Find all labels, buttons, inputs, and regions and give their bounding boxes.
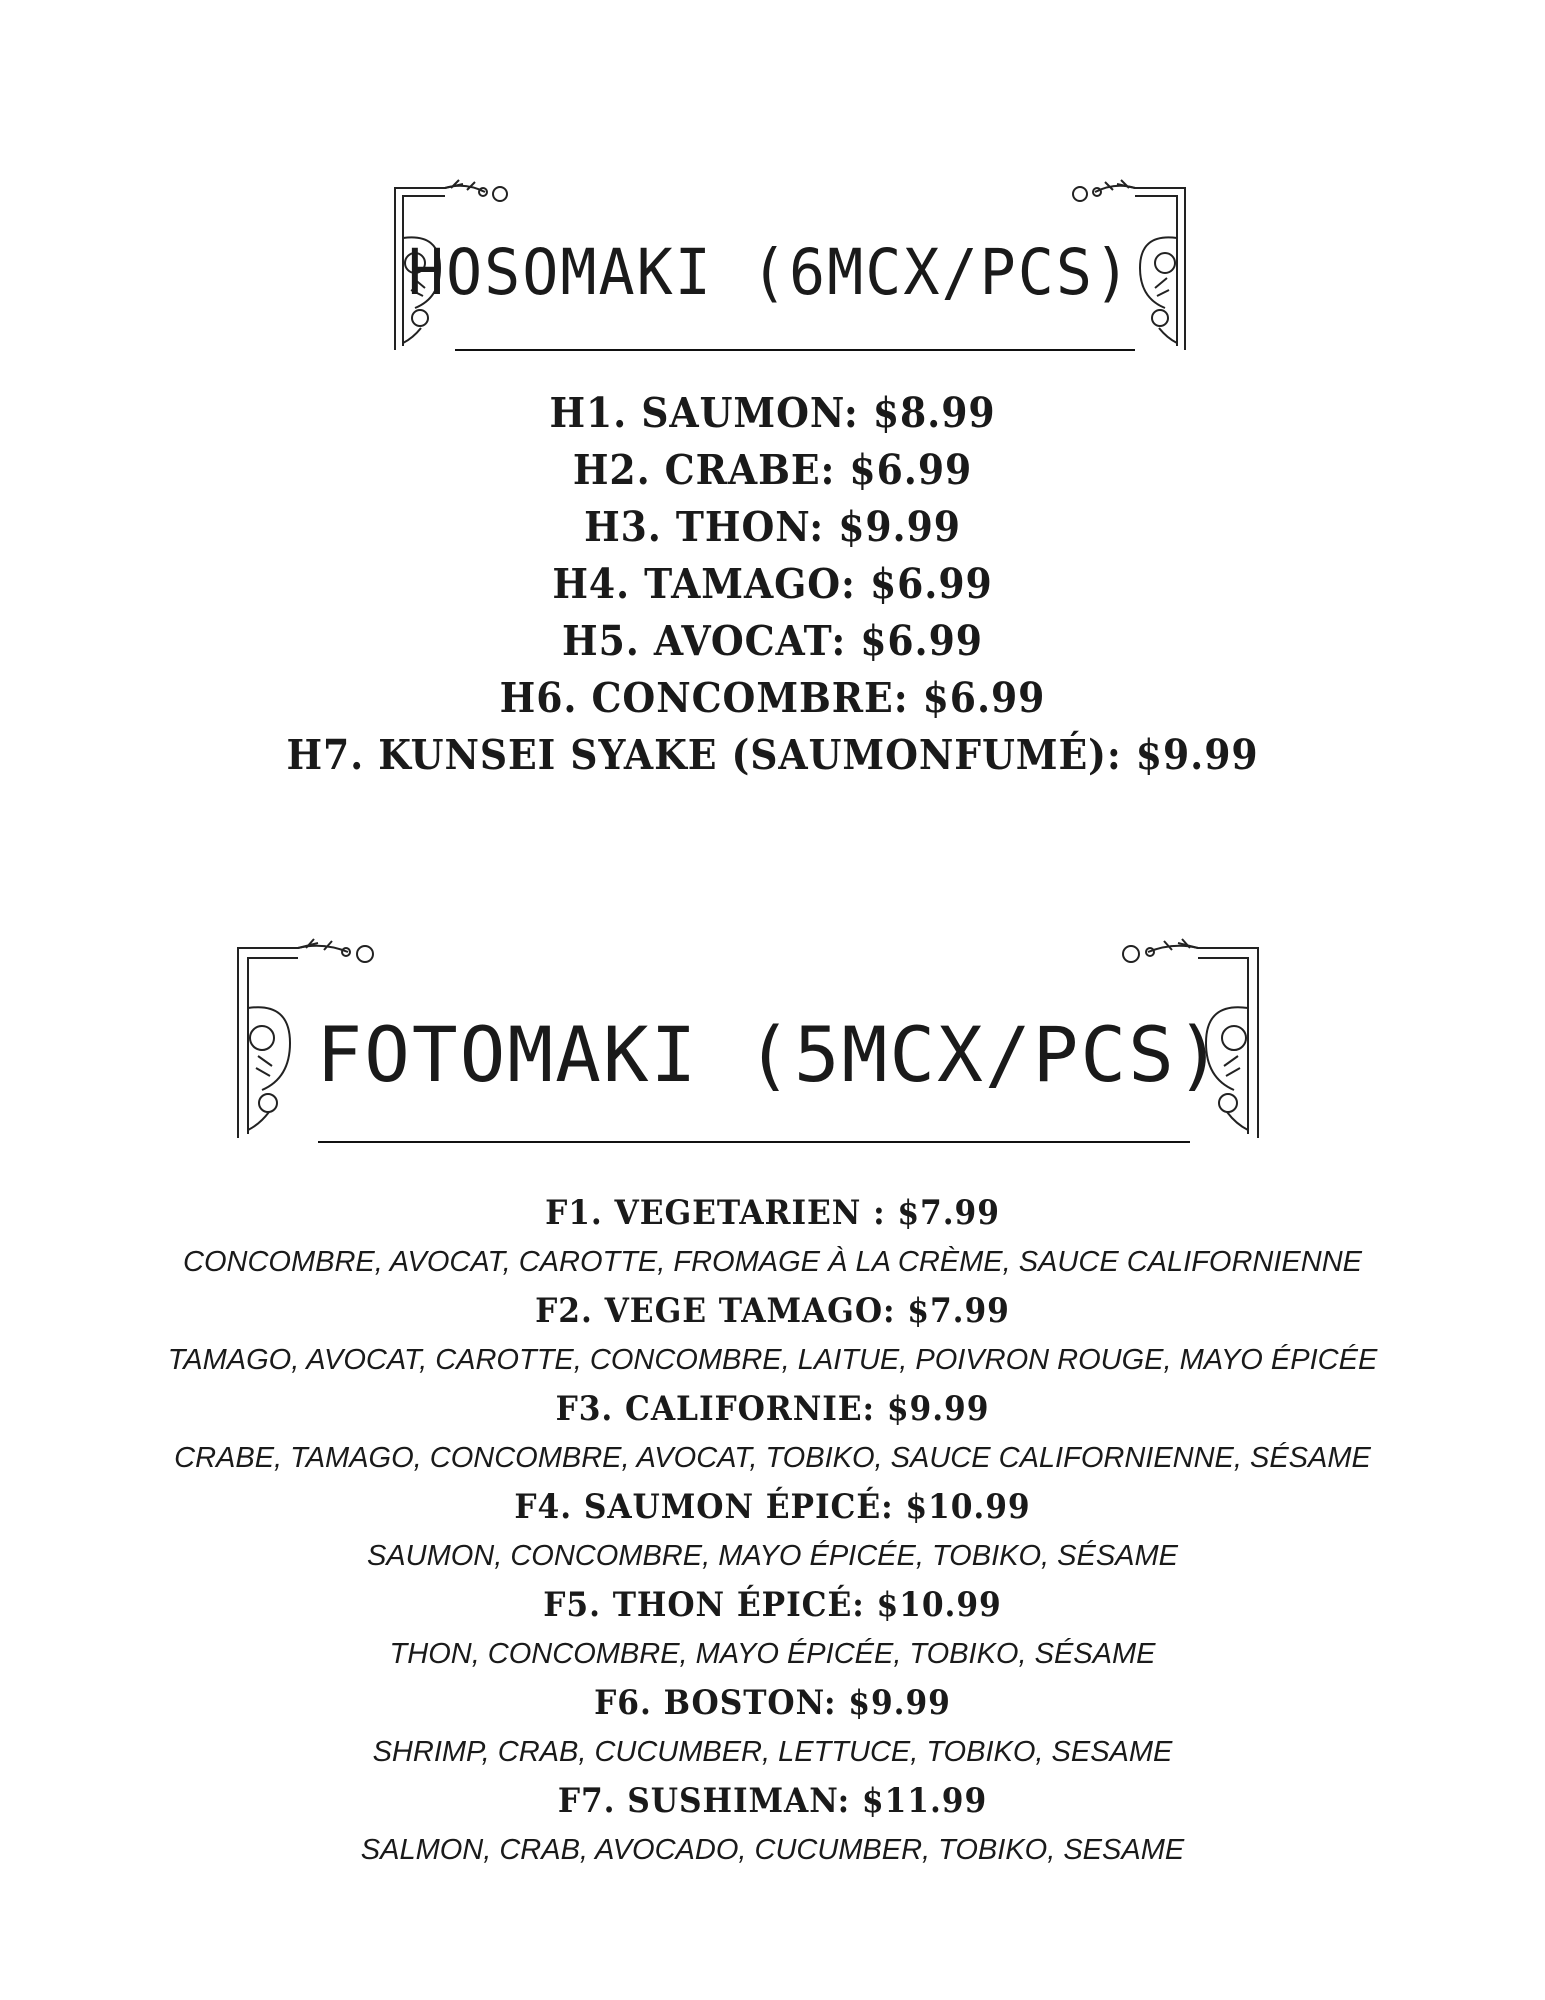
hosomaki-list [0, 385, 1545, 784]
menu-item: H2. CRABE: $6.99 [572, 446, 973, 494]
section-divider [455, 349, 1135, 351]
menu-item-description: SAUMON, CONCOMBRE, MAYO ÉPICÉE, TOBIKO, SÉSAME [366, 1540, 1179, 1572]
menu-item: H5. AVOCAT: $6.99 [562, 617, 983, 665]
menu-item-description: SHRIMP, CRAB, CUCUMBER, LETTUCE, TOBIKO, SESAME [372, 1736, 1173, 1768]
menu-item: H3. THON: $9.99 [584, 503, 961, 551]
menu-item: H6. CONCOMBRE: $6.99 [499, 674, 1046, 722]
menu-item-name: F6. BOSTON: $9.99 [594, 1683, 951, 1723]
menu-item-name: F5. THON ÉPICÉ: $10.99 [543, 1585, 1002, 1625]
menu-item-description: CRABE, TAMAGO, CONCOMBRE, AVOCAT, TOBIKO, SAUCE CALIFORNIENNE, SÉSAME [174, 1442, 1371, 1474]
menu-item-description: SALMON, CRAB, AVOCADO, CUCUMBER, TOBIKO, SESAME [360, 1834, 1185, 1866]
menu-item: H7. KUNSEI SYAKE (SAUMONFUMÉ): $9.99 [286, 731, 1259, 779]
section-divider [318, 1141, 1190, 1143]
menu-item: H1. SAUMON: $8.99 [549, 389, 996, 437]
fotomaki-list [0, 1188, 1545, 1874]
section-title-fotomaki: FOTOMAKI (5MCX/PCS) [316, 1010, 1224, 1099]
menu-item-description: THON, CONCOMBRE, MAYO ÉPICÉE, TOBIKO, SÉSAME [389, 1638, 1156, 1670]
menu-item-description: CONCOMBRE, AVOCAT, CAROTTE, FROMAGE À LA CRÈME, SAUCE CALIFORNIENNE [183, 1246, 1362, 1278]
menu-item-name: F1. VEGETARIEN : $7.99 [545, 1193, 1000, 1233]
menu-item-description: TAMAGO, AVOCAT, CAROTTE, CONCOMBRE, LAITUE, POIVRON ROUGE, MAYO ÉPICÉE [167, 1344, 1378, 1376]
menu-item-name: F7. SUSHIMAN: $11.99 [557, 1781, 988, 1821]
menu-item-name: F3. CALIFORNIE: $9.99 [555, 1389, 990, 1429]
menu-item-name: F2. VEGE TAMAGO: $7.99 [535, 1291, 1010, 1331]
menu-item: H4. TAMAGO: $6.99 [552, 560, 993, 608]
menu-item-name: F4. SAUMON ÉPICÉ: $10.99 [514, 1487, 1031, 1527]
section-title-hosomaki: HOSOMAKI (6MCX/PCS) [407, 236, 1133, 310]
